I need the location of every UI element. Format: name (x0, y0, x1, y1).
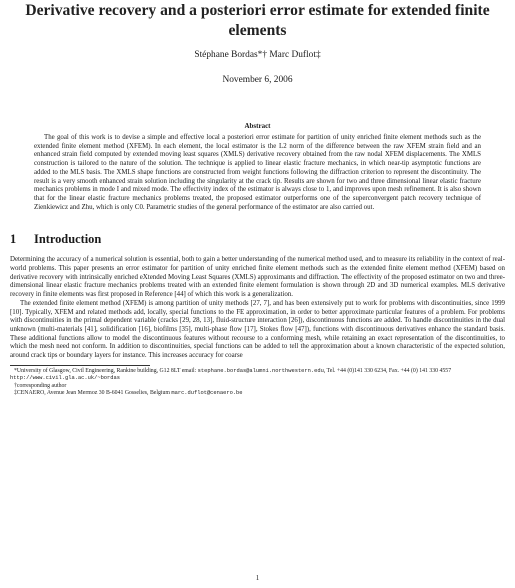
body-paragraph: Determining the accuracy of a numerical solution is essential, both to gain a better understanding of the numerical method used, and to measure its reliability in the context of real-world problems. This paper presents an error estimator for partition of unity enriched finite element methods such as the extended finite element method (XFEM) based on derivative recovery with intrinsically enriched eXtended Moving Least Squares (XMLS) approximants and diffraction. The effectivity of the proposed estimator on two and three-dimensional linear elastic fracture mechanics problems treated with an extended finite element formulation is shown through 2D and 3D numerical examples. MLS derivative recovery in finite elements was first proposed in Reference [44] of which this work is a generalization. (10, 256, 505, 299)
homepage-link[interactable]: http://www.civil.gla.ac.uk/~bordas (10, 375, 120, 382)
footnote-corresponding: †corresponding author (14, 382, 67, 389)
footnote-affiliation-2: ‡CENAERO, Avenue Jean Mermoz 30 B-6041 Gosselies, Belgium marc.duflot@cenaero.be (14, 389, 243, 396)
publication-date: November 6, 2006 (222, 75, 293, 85)
section-title: Introduction (34, 232, 102, 247)
body-paragraph: The extended finite element method (XFEM) is among partition of unity methods [27, 7], and has been extensively put to work for problems with discontinuities, since 1999 [10]. Typically, XFEM and related methods add, locally, special functions to the FE approximation, in order to better approximate particular features of a problem. For problems with discontinuities in the primal dependent variable (cracks [29, 28, 13], fluid-structure interaction [26]), discontinuous functions are added. To handle discontinuities in the dual unknown (multi-materials [41], solidification [16], biofilms [35], multi-phase flow [17], Stokes flow [47]), functions with discontinuous derivatives enhance the standard basis. These additional functions allow to model the discontinuous features without recourse to a conforming mesh, while retaining an exact representation of the discontinuities, to which the mesh need not conform. In addition to discontinuities, special functions can be added to tell the approximation about a known characteristic of the expected solution, around crack tips or boundary layers for instance. This increases accuracy for coarse (10, 299, 505, 360)
section-body (10, 256, 505, 360)
page-number: 1 (255, 574, 260, 582)
email-link[interactable]: stephane.bordas@alumni.northwestern.edu (197, 367, 324, 374)
abstract-heading: Abstract (244, 122, 271, 130)
email-link[interactable]: marc.duflot@cenaero.be (171, 389, 243, 396)
abstract-text: The goal of this work is to devise a simple and effective local a posteriori error estimate for partition of unity enriched finite element methods such as the extended finite element method (XFEM). In each element, the local estimator is the L2 norm of the difference between the raw XFEM strain field and an enhanced strain field computed by extended moving least squares (XMLS) derivative recovery obtained from the raw nodal XFEM displacements. The XMLS construction is tailored to the nature of the solution. The technique is applied to linear elastic fracture mechanics, in which near-tip asymptotic functions are added to the MLS basis. The XMLS shape functions are constructed from weight functions following the diffraction criterion to represent the discontinuity. The result is a very smooth enhanced strain solution including the singularity at the crack tip. Results are shown for two and three dimensional linear elastic fracture mechanics problems in mode I and mixed mode. The effectivity index of the estimator is always close to 1, and improves upon mesh refinement. It is also shown that for the linear elastic fracture mechanics problems treated, the proposed estimator outperforms one of the superconvergent patch recovery technique of Zienkiewicz and Zhu, which is only C0. Parametric studies of the general performance of the estimator are also carried out. (34, 134, 481, 211)
paper-title: Derivative recovery and a posteriori error estimate for extended finite elements (25, 2, 490, 39)
footnote-affiliation-1: *University of Glasgow, Civil Engineering, Rankine building, G12 8LT email: stephane.bordas@alumni.northwestern.edu, Tel. +44 (0)141 330 6234, Fax. +44 (0) 141 330 4557 http://www.civil.gla.ac.uk/~bordas (10, 367, 452, 382)
authors-line: Stéphane Bordas*† Marc Duflot‡ (194, 50, 321, 60)
section-heading (10, 232, 505, 247)
section-number: 1 (10, 232, 17, 247)
footnote-rule (10, 365, 150, 366)
footnotes (10, 368, 505, 398)
